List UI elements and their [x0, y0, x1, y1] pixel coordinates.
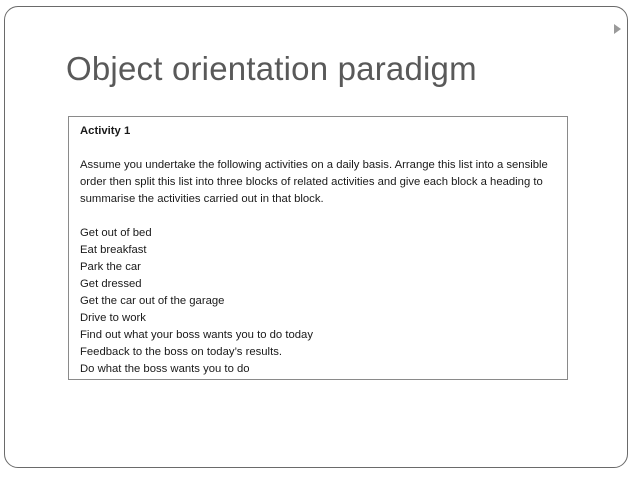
list-item: Get out of bed [80, 227, 152, 239]
list-item: Find out what your boss wants you to do today [80, 329, 313, 341]
list-item: Eat breakfast [80, 244, 147, 256]
activity-heading: Activity 1 [80, 125, 131, 137]
list-item: Park the car [80, 261, 141, 273]
activity-box [68, 116, 568, 380]
list-item: Drive to work [80, 312, 146, 324]
activity-instruction: Assume you undertake the following activities on a daily basis. Arrange this list into a sensible order then split this list into three blocks of related activities and give each block a heading to summarise the activities carried out in that block. [80, 159, 548, 205]
activity-list [80, 225, 557, 378]
list-item: Get dressed [80, 278, 142, 290]
list-item: Feedback to the boss on today’s results. [80, 346, 282, 358]
list-item: Do what the boss wants you to do [80, 363, 250, 375]
list-item: Get the car out of the garage [80, 295, 225, 307]
next-slide-arrow-icon[interactable] [614, 24, 621, 34]
slide-title: Object orientation paradigm [66, 50, 477, 87]
